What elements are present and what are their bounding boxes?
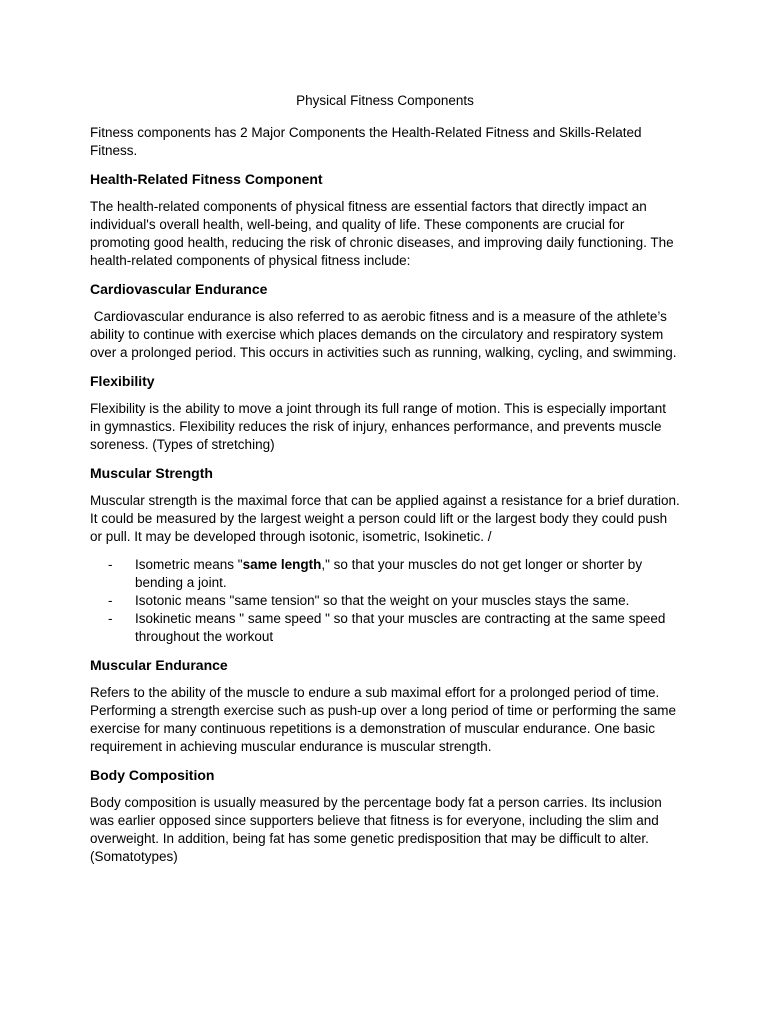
list-item-text: Isokinetic means " same speed " so that your muscles are contracting at the same speed throughout the workout (135, 611, 666, 644)
dash-bullet: - (108, 593, 113, 608)
health-related-heading: Health-Related Fitness Component (90, 171, 323, 187)
strength-types-list (90, 556, 680, 646)
list-item-bold-term: same length (242, 557, 322, 572)
flexibility-paragraph: Flexibility is the ability to move a joint through its full range of motion. This is especially important in gymnastics. Flexibility reduces the risk of injury, enhances performance, and prevents muscle soreness. (Types of stretching) (90, 401, 667, 452)
list-item (90, 556, 680, 592)
list-item-text-pre: Isometric means " (135, 557, 243, 572)
body-composition-heading: Body Composition (90, 767, 215, 783)
flexibility-heading: Flexibility (90, 373, 155, 389)
cardiovascular-heading: Cardiovascular Endurance (90, 281, 268, 297)
dash-bullet: - (108, 611, 113, 626)
muscular-strength-paragraph: Muscular strength is the maximal force that can be applied against a resistance for a brief duration. It could be measured by the largest weight a person could lift or the largest body they could push or pull. It may be developed through isotonic, isometric, Isokinetic. / (90, 493, 680, 544)
list-item-text: Isotonic means "same tension" so that the weight on your muscles stays the same. (135, 593, 630, 608)
cardiovascular-paragraph: Cardiovascular endurance is also referred to as aerobic fitness and is a measure of the athlete’s ability to continue with exercise which places demands on the circulatory and respiratory system over a prolonged period. This occurs in activities such as running, walking, cycling, and swimming. (90, 309, 677, 360)
list-item-text-post: ," so that your muscles do not get longer or shorter by bending a joint. (135, 557, 643, 590)
list-item (90, 610, 680, 646)
dash-bullet: - (108, 557, 113, 572)
health-related-paragraph: The health-related components of physical fitness are essential factors that directly impact an individual's overall health, well-being, and quality of life. These components are crucial for promoting good health, reducing the risk of chronic diseases, and improving daily functioning. The health-related components of physical fitness include: (90, 199, 674, 268)
muscular-endurance-paragraph: Refers to the ability of the muscle to endure a sub maximal effort for a prolonged period of time. Performing a strength exercise such as push-up over a long period of time or performing the same exercise for many continuous repetitions is a demonstration of muscular endurance. One basic requirement in achieving muscular endurance is muscular strength. (90, 685, 677, 754)
intro-paragraph: Fitness components has 2 Major Components the Health-Related Fitness and Skills-Related Fitness. (90, 125, 642, 158)
list-item (90, 592, 680, 610)
muscular-strength-heading: Muscular Strength (90, 465, 213, 481)
body-composition-paragraph: Body composition is usually measured by the percentage body fat a person carries. Its inclusion was earlier opposed since supporters believe that fitness is for everyone, including the slim and overweight. In addition, being fat has some genetic predisposition that may be difficult to alter. (Somatotypes) (90, 795, 662, 864)
document-title: Physical Fitness Components (296, 93, 474, 108)
muscular-endurance-heading: Muscular Endurance (90, 657, 228, 673)
